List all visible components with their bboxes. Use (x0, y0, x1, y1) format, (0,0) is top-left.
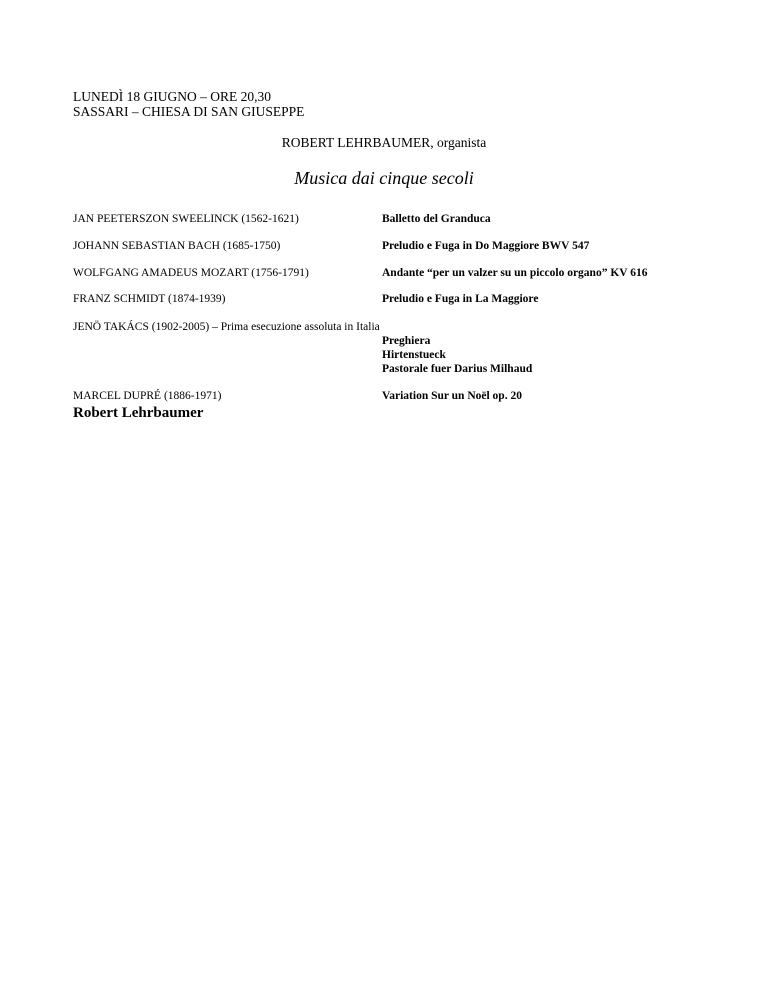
composer-schmidt: FRANZ SCHMIDT (1874-1939) (73, 293, 226, 305)
work-schmidt: Preludio e Fuga in La Maggiore (382, 293, 539, 305)
composer-takacs: JENÖ TAKÁCS (1902-2005) – Prima esecuzione assoluta in Italia (73, 321, 380, 333)
work-takacs-hirtenstueck: Hirtenstueck (382, 349, 446, 361)
performer-line: ROBERT LEHRBAUMER, organista (281, 135, 487, 150)
work-dupre: Variation Sur un Noël op. 20 (382, 390, 522, 402)
work-takacs-preghiera: Preghiera (382, 335, 431, 347)
composer-mozart: WOLFGANG AMADEUS MOZART (1756-1791) (73, 267, 309, 279)
work-takacs-pastorale: Pastorale fuer Darius Milhaud (382, 363, 533, 375)
work-sweelinck: Balletto del Granduca (382, 213, 491, 225)
performer-signature-heading: Robert Lehrbaumer (73, 405, 204, 421)
work-mozart: Andante “per un valzer su un piccolo organo” KV 616 (382, 267, 648, 279)
composer-sweelinck: JAN PEETERSZON SWEELINCK (1562-1621) (73, 213, 299, 225)
work-bach: Preludio e Fuga in Do Maggiore BWV 547 (382, 240, 590, 252)
composer-dupre: MARCEL DUPRÉ (1886-1971) (73, 390, 222, 402)
composer-bach: JOHANN SEBASTIAN BACH (1685-1750) (73, 240, 281, 252)
concert-venue-line: SASSARI – CHIESA DI SAN GIUSEPPE (73, 104, 305, 119)
concert-date-line: LUNEDÌ 18 GIUGNO – ORE 20,30 (73, 89, 271, 104)
program-title: Musica dai cinque secoli (294, 168, 474, 188)
